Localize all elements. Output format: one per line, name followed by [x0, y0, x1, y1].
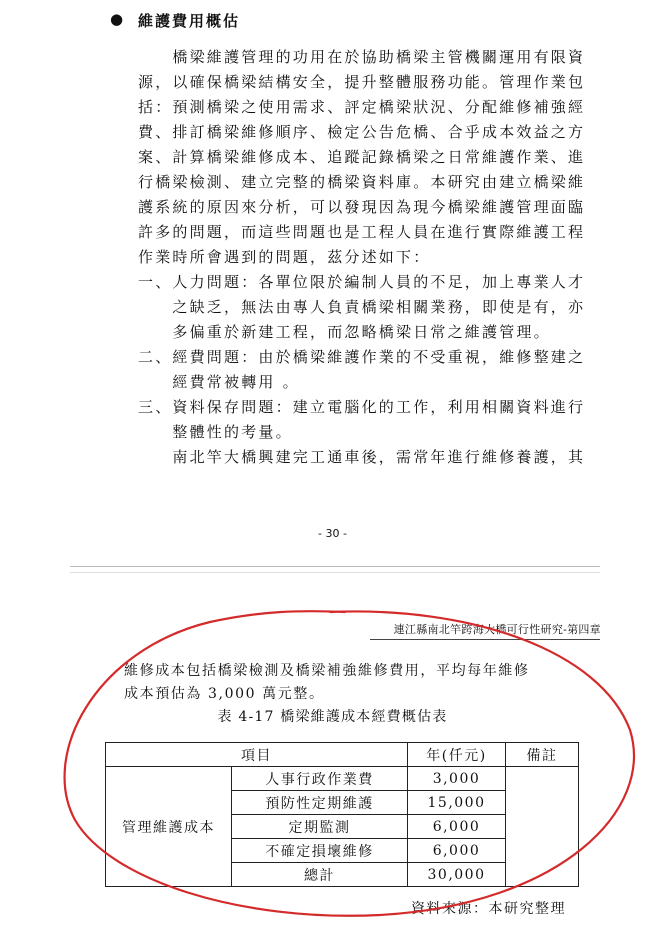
row-amount: 6,000	[408, 815, 506, 839]
bullet-icon: ●	[110, 10, 124, 28]
paragraph-line: 作業時所會遇到的問題，茲分述如下：	[138, 248, 431, 266]
category-cell: 管理維護成本	[106, 767, 232, 887]
list-item-line: 經費常被轉用 。	[138, 373, 300, 391]
header-item: 項目	[106, 743, 408, 767]
total-amount: 30,000	[408, 863, 506, 887]
table-caption: 表 4-17 橋梁維護成本經費概估表	[217, 709, 448, 725]
row-label: 定期監測	[232, 815, 408, 839]
total-label: 總計	[232, 863, 408, 887]
row-label: 不確定損壞維修	[232, 839, 408, 863]
header-amount: 年(仟元)	[408, 743, 506, 767]
row-amount: 6,000	[408, 839, 506, 863]
page-number: - 30 -	[318, 527, 347, 540]
paragraph-line: 南北竿大橋興建完工通車後，需常年進行維修養護，其	[138, 448, 586, 466]
list-item-line: 整體性的考量。	[138, 423, 293, 441]
section-heading: 維護費用概估	[138, 12, 241, 30]
list-item-line: 之缺乏，無法由專人負責橋梁相關業務，即使是有，亦	[138, 298, 586, 316]
paragraph-line: 許多的問題，而這些問題也是工程人員在進行實際維護工程	[138, 223, 586, 241]
row-amount: 3,000	[408, 767, 506, 791]
list-item-line: 多偏重於新建工程，而忽略橋梁日常之維護管理。	[138, 323, 551, 341]
paragraph-line: 括：預測橋梁之使用需求、評定橋梁狀況、分配維修補強經	[138, 98, 586, 116]
paragraph-line: 案、計算橋梁維修成本、追蹤記錄橋梁之日常維護作業、進	[138, 148, 586, 166]
header-note: 備註	[506, 743, 579, 767]
paragraph-line: 維修成本包括橋梁檢測及橋梁補強維修費用，平均每年維修	[124, 663, 530, 679]
list-item-line: 一、人力問題：各單位限於編制人員的不足，加上專業人才	[138, 273, 586, 291]
paragraph-line: 橋梁維護管理的功用在於協助橋梁主管機關運用有限資	[138, 48, 586, 66]
paragraph-line: 源，以確保橋梁結構安全，提升整體服務功能。管理作業包	[138, 73, 586, 91]
paragraph-line: 費、排訂橋梁維修順序、檢定公告危橋、合乎成本效益之方	[138, 123, 586, 141]
paragraph-line: 成本預估為 3,000 萬元整。	[124, 686, 325, 702]
table-source-note: 資料來源：本研究整理	[411, 901, 566, 917]
running-header: 連江縣南北竿跨海大橋可行性研究-第四章	[393, 624, 601, 636]
row-amount: 15,000	[408, 791, 506, 815]
row-label: 人事行政作業費	[232, 767, 408, 791]
list-item-line: 二、經費問題：由於橋梁維護作業的不受重視，維修整建之	[138, 348, 586, 366]
paragraph-line: 行橋梁檢測、建立完整的橋梁資料庫。本研究由建立橋梁維	[138, 173, 586, 191]
list-item-line: 三、資料保存問題：建立電腦化的工作，利用相關資料進行	[138, 398, 586, 416]
paragraph-line: 護系統的原因來分析，可以發現因為現今橋梁維護管理面臨	[138, 198, 586, 216]
row-label: 預防性定期維護	[232, 791, 408, 815]
